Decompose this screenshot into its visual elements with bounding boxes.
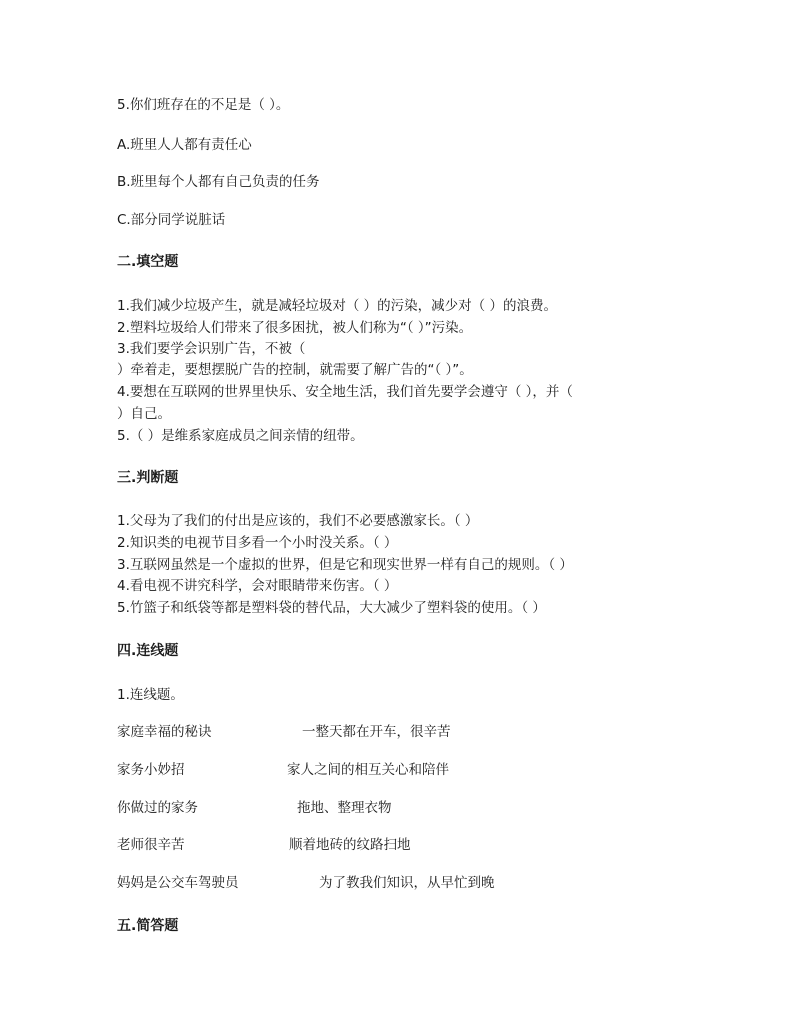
fill-q4-line1: 4.要想在互联网的世界里快乐、安全地生活，我们首先要学会遵守（ ），并（ — [117, 384, 573, 400]
q5-option-a: A.班里人人都有责任心 — [117, 137, 252, 153]
fill-q1: 1.我们减少垃圾产生，就是减轻垃圾对（ ）的污染，减少对（ ）的浪费。 — [117, 298, 557, 314]
match-right-5: 为了教我们知识，从早忙到晚 — [319, 875, 495, 891]
match-left-2: 家务小妙招 — [117, 762, 185, 778]
fill-q5: 5.（ ）是维系家庭成员之间亲情的纽带。 — [117, 428, 364, 444]
fill-q3-line1: 3.我们要学会识别广告，不被（ — [117, 341, 306, 357]
match-intro: 1.连线题。 — [117, 687, 184, 703]
judge-q1: 1.父母为了我们的付出是应该的，我们不必要感激家长。（ ） — [117, 513, 479, 529]
fill-q3-line2: ）牵着走，要想摆脱广告的控制，就需要了解广告的“（ ）”。 — [117, 362, 473, 378]
match-right-2: 家人之间的相互关心和陪伴 — [287, 762, 449, 778]
fill-q4-line2: ）自己。 — [117, 406, 171, 422]
q5-option-c: C.部分同学说脏话 — [117, 212, 226, 228]
section-judge-heading: 三.判断题 — [117, 470, 179, 486]
match-left-3: 你做过的家务 — [117, 800, 198, 816]
match-left-5: 妈妈是公交车驾驶员 — [117, 875, 239, 891]
judge-q3: 3.互联网虽然是一个虚拟的世界，但是它和现实世界一样有自己的规则。（ ） — [117, 557, 573, 573]
section-fill-heading: 二.填空题 — [117, 254, 179, 270]
section-match-heading: 四.连线题 — [117, 643, 179, 659]
match-right-4: 顺着地砖的纹路扫地 — [289, 837, 411, 853]
match-right-3: 拖地、整理衣物 — [297, 800, 392, 816]
section-short-heading: 五.简答题 — [117, 918, 179, 934]
match-right-1: 一整天都在开车，很辛苦 — [302, 724, 451, 740]
fill-q2: 2.塑料垃圾给人们带来了很多困扰，被人们称为“（ ）”污染。 — [117, 320, 473, 336]
q5-option-b: B.班里每个人都有自己负责的任务 — [117, 174, 320, 190]
judge-q5: 5.竹篮子和纸袋等都是塑料袋的替代品，大大减少了塑料袋的使用。（ ） — [117, 600, 546, 616]
match-left-1: 家庭幸福的秘诀 — [117, 724, 212, 740]
q5-choice-stem: 5.你们班存在的不足是（ ）。 — [117, 97, 290, 113]
match-left-4: 老师很辛苦 — [117, 837, 185, 853]
judge-q4: 4.看电视不讲究科学，会对眼睛带来伤害。（ ） — [117, 578, 398, 594]
judge-q2: 2.知识类的电视节目多看一个小时没关系。（ ） — [117, 535, 398, 551]
